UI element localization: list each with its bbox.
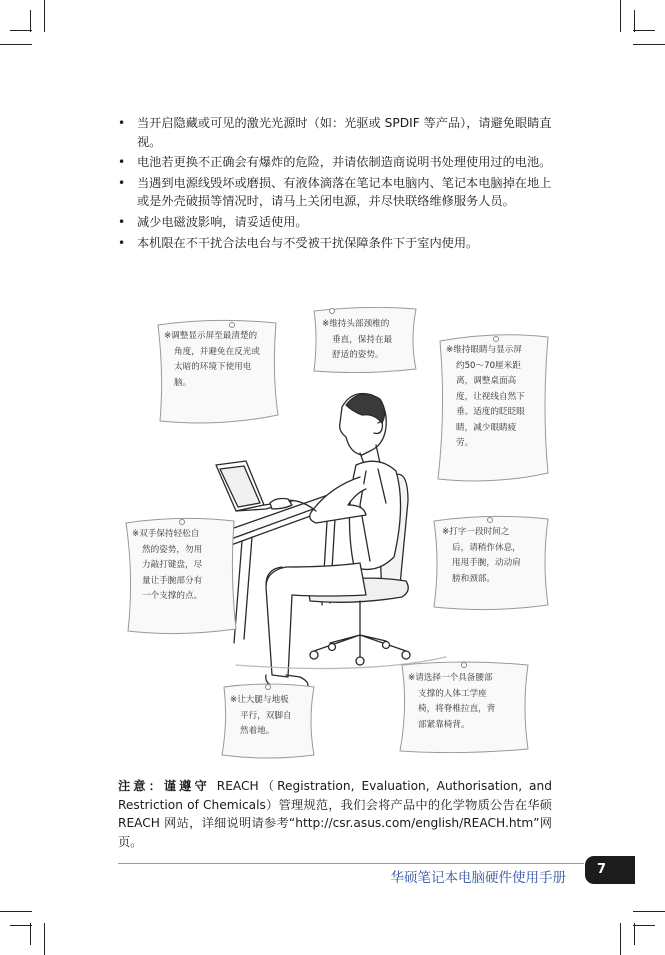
list-item: • 当遇到电源线毁坏或磨损、有液体滴落在笔记本电脑内、笔记本电脑掉在地上或是外壳破损等情况时，请马上关闭电源，并尽快联络维修服务人员。 (118, 175, 552, 209)
crop-mark (620, 0, 621, 32)
crop-mark (633, 44, 665, 45)
ergonomics-illustration (116, 305, 552, 765)
crop-mark (44, 923, 45, 955)
crop-mark (0, 911, 32, 912)
crop-mark (10, 30, 32, 31)
crop-mark (634, 10, 635, 32)
safety-bullet-list (118, 114, 558, 254)
crop-mark (30, 10, 31, 32)
list-item: • 电池若更换不正确会有爆炸的危险，并请依制造商说明书处理使用过的电池。 (118, 155, 552, 170)
tip-leg-posture: ※让大腿与地板 平行，双脚自 然着地。 (220, 683, 316, 759)
footer-manual-title: 华硕笔记本电脑硬件使用手册 (390, 870, 566, 886)
list-item: • 当开启隐藏或可见的激光光源时（如：光驱或 SPDIF 等产品），请避免眼睛直视。 (118, 116, 552, 149)
crop-mark (633, 925, 655, 926)
tip-head-posture: ※维持头部颈椎的 垂直，保持在最 舒适的姿势。 (312, 307, 418, 373)
reach-notice-text: REACH（Registration, Evaluation, Authorisation, and Restriction of Chemicals）管理规范，我们会将产品中的化学物质公告在华硕 REACH 网站，详细说明请参考“http://csr.asus.com/english/REACH.htm”网页。 (118, 779, 552, 849)
crop-mark (633, 911, 665, 912)
crop-mark (44, 0, 45, 32)
crop-mark (0, 44, 32, 45)
tip-ergonomic-chair: ※请选择一个具备腰部 支撑的人体工学座 椅，将脊椎拉直，背 部紧靠椅背。 (398, 661, 530, 753)
list-item: • 本机限在不干扰合法电台与不受被干扰保障条件下于室内使用。 (118, 235, 479, 250)
crop-mark (30, 923, 31, 945)
page-number: 7 (585, 856, 635, 884)
list-item: • 减少电磁波影响，请妥适使用。 (118, 214, 308, 229)
tip-screen-angle: ※调整显示屏至最清楚的 角度，并避免在反光或 太暗的环境下使用电 脑。 (154, 319, 280, 425)
crop-mark (634, 923, 635, 945)
footer-divider (118, 863, 584, 864)
tip-rest-break: ※打字一段时间之 后，请稍作休息， 甩甩手腕，动动肩 膀和颈部。 (432, 515, 550, 611)
crop-mark (10, 925, 32, 926)
reach-notice-label: 注意：谨遵守 (118, 779, 210, 793)
tip-hand-posture: ※双手保持轻松自 然的姿势，勿用 力敲打键盘，尽 量让手腕部分有 一个支撑的点。 (122, 517, 238, 635)
tip-eye-distance: ※维持眼睛与显示屏 约50～70厘米距 离，调整桌面高 度，让视线自然下 垂。适度的眨眨眼 睛，减少眼睛疲 劳。 (436, 333, 550, 483)
crop-mark (633, 30, 655, 31)
reach-notice (118, 777, 552, 851)
crop-mark (620, 923, 621, 955)
